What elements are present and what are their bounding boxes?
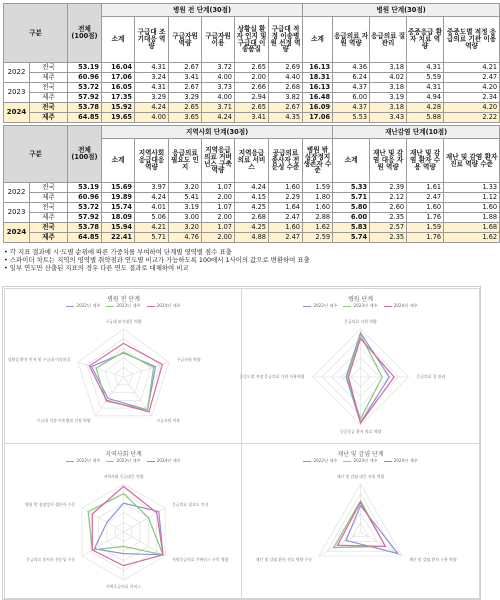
region-cell: 전국 [30,183,68,193]
radar-panel [4,443,243,599]
legend-label: 2022년 제주 [313,303,338,308]
column-header: 중증도별 적정 응급의료 기관 이용역량 [444,17,500,63]
radar-panel [241,288,480,444]
value-cell: 1.68 [444,223,500,233]
value-cell: 3.29 [135,93,169,103]
value-cell: 3.19 [169,203,202,213]
footnotes [4,248,478,273]
column-header: 지역사회 응급대응 역량 [135,139,169,183]
value-cell: 4.00 [135,113,169,123]
column-header: 지역응급 의료 서비스 [235,139,269,183]
value-cell: 1.60 [269,223,303,233]
value-cell: 19.65 [102,113,135,123]
value-cell: 2.67 [169,83,202,93]
community-stage-header: 지역사회 단계(30점) [102,126,333,139]
value-cell: 4.28 [407,103,444,113]
region-cell: 제주 [30,93,68,103]
value-cell: 5.80 [333,203,370,213]
axis-label: 응급의료 종사자 전문성 수준 [26,556,75,562]
value-cell: 5.71 [135,233,169,243]
axis-label: 재난 및 감염 환자 수용 역량 [408,556,457,562]
value-cell: 2.39 [370,183,407,193]
value-cell: 2.47 [444,73,500,83]
legend-label: 2024년 제주 [393,303,418,308]
value-cell: 2.00 [202,193,235,203]
table-row [4,103,500,113]
table-row [4,203,500,213]
value-cell: 4.35 [269,113,303,123]
value-cell: 4.31 [407,63,444,73]
axis-label: 중증도별 적정 응급의료 기관 이용역량 [239,374,305,379]
axis-label: 응급의료 자원 역량 [344,319,377,324]
legend-label: 2024년 제주 [393,458,418,463]
footnote: • 일부 연도만 산출된 지표의 경우 다른 연도 결과로 대체하여 비교 [4,264,189,273]
table-row [4,63,500,73]
value-cell: 2.34 [444,93,500,103]
table-row [4,193,500,203]
column-header: 소계 [303,17,333,63]
axis-label: 병원 밖 심장정지 생존자 수준 [24,501,75,507]
value-cell: 15.94 [102,223,135,233]
value-cell: 1.61 [407,183,444,193]
value-cell: 2.59 [303,233,333,243]
prehospital-stage-header: 병원 전 단계(30점) [102,4,303,17]
value-cell: 6.00 [333,213,370,223]
region-cell: 제주 [30,233,68,243]
value-cell: 5.41 [169,193,202,203]
region-cell: 제주 [30,73,68,83]
value-cell: 3.97 [135,183,169,193]
value-cell: 53.78 [68,223,102,233]
column-header: 소계 [102,17,135,63]
region-cell: 제주 [30,113,68,123]
value-cell: 2.65 [235,63,269,73]
value-cell: 4.31 [407,83,444,93]
value-cell: 4.21 [135,223,169,233]
value-cell: 1.80 [303,193,333,203]
value-cell: 2.60 [370,203,407,213]
value-cell: 3.00 [169,213,202,223]
value-cell: 5.53 [333,113,370,123]
value-cell: 3.19 [370,93,407,103]
column-header: 재난 및 감염 환자 수용 역량 [407,139,444,183]
chart-title: 지역사회 단계 [105,451,142,458]
value-cell: 2.67 [269,103,303,113]
value-cell: 5.06 [135,213,169,223]
value-cell: 16.04 [102,63,135,73]
column-header: 공급의료 종사자 전문성 수준 [269,139,303,183]
value-cell: 3.29 [169,93,202,103]
value-cell: 3.65 [169,113,202,123]
value-cell: 17.06 [303,113,333,123]
region-cell: 전국 [30,223,68,233]
value-cell: 3.71 [202,103,235,113]
value-cell: 4.25 [235,203,269,213]
column-header: 중증응급 환자 치료 역량 [407,17,444,63]
value-cell: 3.82 [269,93,303,103]
legend-label: 2024년 제주 [156,458,181,463]
group-header: 구분 [4,126,68,183]
value-cell: 64.85 [68,233,102,243]
value-cell: 19.89 [102,193,135,203]
value-cell: 1.59 [303,183,333,193]
value-cell: 53.72 [68,83,102,93]
value-cell: 4.88 [235,233,269,243]
radar-chart [242,289,479,443]
column-header: 응급의료 자원 역량 [333,17,370,63]
value-cell: 60.96 [68,193,102,203]
value-cell: 3.20 [169,223,202,233]
axis-label: 구급자원 이용 [156,418,181,424]
value-cell: 3.43 [370,113,407,123]
axis-spoke [319,532,361,556]
legend-label: 2022년 제주 [76,303,101,308]
axis-label: 응급의료 질 관리 [416,374,446,379]
radar-panel [4,288,243,444]
table-row [4,113,500,123]
table-row [4,233,500,243]
value-cell: 53.19 [68,183,102,193]
value-cell: 57.92 [68,213,102,223]
axis-label: 재난 및 감염 환자 진료 역량 수준 [255,556,312,562]
value-cell: 2.47 [407,193,444,203]
value-cell: 2.47 [269,233,303,243]
value-cell: 3.24 [135,73,169,83]
value-cell: 15.69 [102,183,135,193]
value-cell: 15.92 [102,103,135,113]
value-cell: 18.31 [303,73,333,83]
table-row [4,93,500,103]
value-cell: 1.07 [202,183,235,193]
value-cell: 2.66 [235,83,269,93]
year-cell: 2022 [4,63,30,83]
year-cell: 2024 [4,103,30,123]
value-cell: 2.65 [169,103,202,113]
chart-title: 재난 및 감염 단계 [337,451,384,458]
axis-label: 지역사회 응급대응 역량 [103,474,144,479]
value-cell: 17.35 [102,93,135,103]
value-cell: 2.68 [269,83,303,93]
column-header: 재난 및 감염 대응 자원 역량 [370,139,407,183]
column-header: 구급자원 이용 [202,17,235,63]
axis-label: 구급대 적정 이송병원 선정 역량 [36,418,91,424]
value-cell: 1.60 [444,203,500,213]
value-cell: 4.24 [202,113,235,123]
value-cell: 2.00 [202,213,235,223]
value-cell: 3.18 [370,83,407,93]
hospital-stage-table [3,3,500,123]
value-cell: 3.41 [235,113,269,123]
value-cell: 2.88 [303,213,333,223]
value-cell: 4.20 [444,83,500,93]
community-disaster-table [3,125,500,243]
region-cell: 전국 [30,203,68,213]
value-cell: 4.40 [269,73,303,83]
year-cell: 2023 [4,83,30,103]
value-cell: 1.62 [303,223,333,233]
value-cell: 5.74 [333,233,370,243]
axis-label: 구급대 조기대응 역량 [105,319,142,324]
year-cell: 2024 [4,223,30,243]
value-cell: 4.37 [333,83,370,93]
column-header: 상황실 환자 인지 및 구급대 이송품질 [235,17,269,63]
value-cell: 6.00 [333,93,370,103]
value-cell: 16.09 [303,103,333,113]
value-cell: 2.67 [169,63,202,73]
value-cell: 18.09 [102,213,135,223]
value-cell: 3.18 [370,63,407,73]
year-cell: 2023 [4,203,30,223]
column-header: 구급대 적정 이송병원 선정 역량 [269,17,303,63]
column-header: 지역응급 의료 거버넌스 구축 역량 [202,139,235,183]
value-cell: 57.92 [68,93,102,103]
value-cell: 2.68 [235,213,269,223]
value-cell: 1.59 [407,223,444,233]
value-cell: 4.24 [135,193,169,203]
region-cell: 전국 [30,63,68,73]
value-cell: 17.06 [102,73,135,83]
hospital-stage-header: 병원 단계(30점) [303,4,500,17]
disaster-stage-header: 재난감염 단계(10점) [333,126,500,139]
column-header: 구급자원 역량 [169,17,202,63]
value-cell: 2.12 [370,193,407,203]
column-header: 응급의료 필요도 인지 [169,139,202,183]
legend-label: 2023년 제주 [353,458,378,463]
value-cell: 1.12 [444,193,500,203]
value-cell: 2.22 [444,113,500,123]
axis-label: 구급자원 역량 [176,357,201,362]
total-header: 전체 (100점) [68,4,102,63]
legend-label: 2024년 제주 [156,303,181,308]
spider-charts [2,286,481,600]
value-cell: 4.31 [135,83,169,93]
value-cell: 60.96 [68,73,102,83]
value-cell: 4.36 [333,63,370,73]
region-cell: 전국 [30,103,68,113]
value-cell: 1.60 [407,203,444,213]
axis-spoke [361,532,403,556]
value-cell: 4.21 [444,63,500,73]
value-cell: 4.20 [444,103,500,113]
value-cell: 1.60 [303,203,333,213]
column-header: 구급대 조기대응 역량 [135,17,169,63]
value-cell: 2.35 [370,213,407,223]
table-row [4,183,500,193]
value-cell: 3.20 [169,183,202,193]
value-cell: 2.65 [235,103,269,113]
value-cell: 3.41 [169,73,202,83]
total-header: 전체 (100점) [68,126,102,183]
axis-label: 상황실 환자 인지 및 구급대 이송품질 [7,357,71,362]
value-cell: 1.33 [444,183,500,193]
value-cell: 5.33 [333,183,370,193]
value-cell: 22.41 [102,233,135,243]
legend-label: 2022년 제주 [76,458,101,463]
value-cell: 3.18 [370,103,407,113]
value-cell: 5.88 [407,113,444,123]
value-cell: 4.15 [235,193,269,203]
value-cell: 4.25 [235,223,269,233]
value-cell: 1.88 [444,213,500,223]
value-cell: 1.60 [269,183,303,193]
value-cell: 64.85 [68,113,102,123]
legend-label: 2023년 제주 [116,458,141,463]
legend-label: 2022년 제주 [313,458,338,463]
value-cell: 4.37 [333,103,370,113]
table-row [4,223,500,233]
value-cell: 16.05 [102,83,135,93]
radar-chart [5,444,242,598]
column-header: 병원 밖 심장정지 생존자 수준 [303,139,333,183]
value-cell: 1.07 [202,203,235,213]
column-header: 응급의료 질 관리 [370,17,407,63]
value-cell: 4.94 [407,93,444,103]
axis-label: 지역응급의료 서비스 [105,584,142,589]
legend-label: 2023년 제주 [116,303,141,308]
radar-chart [242,444,479,598]
year-cell: 2022 [4,183,30,203]
region-cell: 제주 [30,193,68,203]
column-header: 재난 및 감염 환자 진료 역량 수준 [444,139,500,183]
value-cell: 4.00 [202,93,235,103]
axis-label: 중증응급 환자 치료 역량 [339,429,382,434]
table-row [4,73,500,83]
value-cell: 2.00 [202,233,235,243]
value-cell: 2.69 [269,63,303,73]
region-cell: 제주 [30,213,68,223]
value-cell: 53.19 [68,63,102,73]
value-cell: 2.29 [269,193,303,203]
value-cell: 1.76 [407,213,444,223]
axis-label: 재난 및 감염 대응 자원 역량 [336,474,385,479]
value-cell: 4.31 [135,63,169,73]
value-cell: 5.71 [333,193,370,203]
value-cell: 53.78 [68,103,102,113]
value-cell: 6.24 [333,73,370,83]
column-header: 소계 [333,139,370,183]
chart-title: 병원 전 단계 [107,296,140,303]
table-row [4,83,500,93]
value-cell: 4.24 [135,103,169,113]
footnote: • 스파이더 차트는 지역의 영역별 취약점과 연도별 비교가 가능하도록 100에서 1사이의 값으로 변환하여 표출 [4,256,310,265]
axis-label: 응급의료 필요도 인지 [171,501,209,507]
region-cell: 전국 [30,83,68,93]
value-cell: 1.64 [269,203,303,213]
axis-label: 지역응급의료 거버넌스 구축 역량 [171,556,229,562]
value-cell: 16.13 [303,63,333,73]
value-cell: 53.72 [68,203,102,213]
column-header: 소계 [102,139,135,183]
axis-spoke [78,362,124,377]
value-cell: 4.24 [235,183,269,193]
value-cell: 16.13 [303,83,333,93]
value-cell: 4.00 [202,73,235,83]
value-cell: 1.76 [407,233,444,243]
value-cell: 2.35 [370,233,407,243]
value-cell: 1.62 [444,233,500,243]
value-cell: 5.83 [333,223,370,233]
legend-label: 2023년 제주 [353,303,378,308]
value-cell: 2.00 [235,73,269,83]
footnote: • 각 지표 결과에 시·도별 순위에 따른 가중치를 부여하여 단계별 영역별 점수 표출 [4,248,232,256]
table-row [4,213,500,223]
group-header: 구분 [4,4,68,63]
radar-panel [241,443,480,599]
value-cell: 4.76 [169,233,202,243]
value-cell: 2.47 [269,213,303,223]
value-cell: 16.48 [303,93,333,103]
value-cell: 3.73 [202,83,235,93]
value-cell: 3.72 [202,63,235,73]
value-cell: 4.02 [370,73,407,83]
value-cell: 2.57 [370,223,407,233]
value-cell: 15.74 [102,203,135,213]
chart-title: 병원 단계 [347,296,374,303]
value-cell: 5.59 [407,73,444,83]
value-cell: 1.07 [202,223,235,233]
value-cell: 2.94 [235,93,269,103]
value-cell: 4.01 [135,203,169,213]
